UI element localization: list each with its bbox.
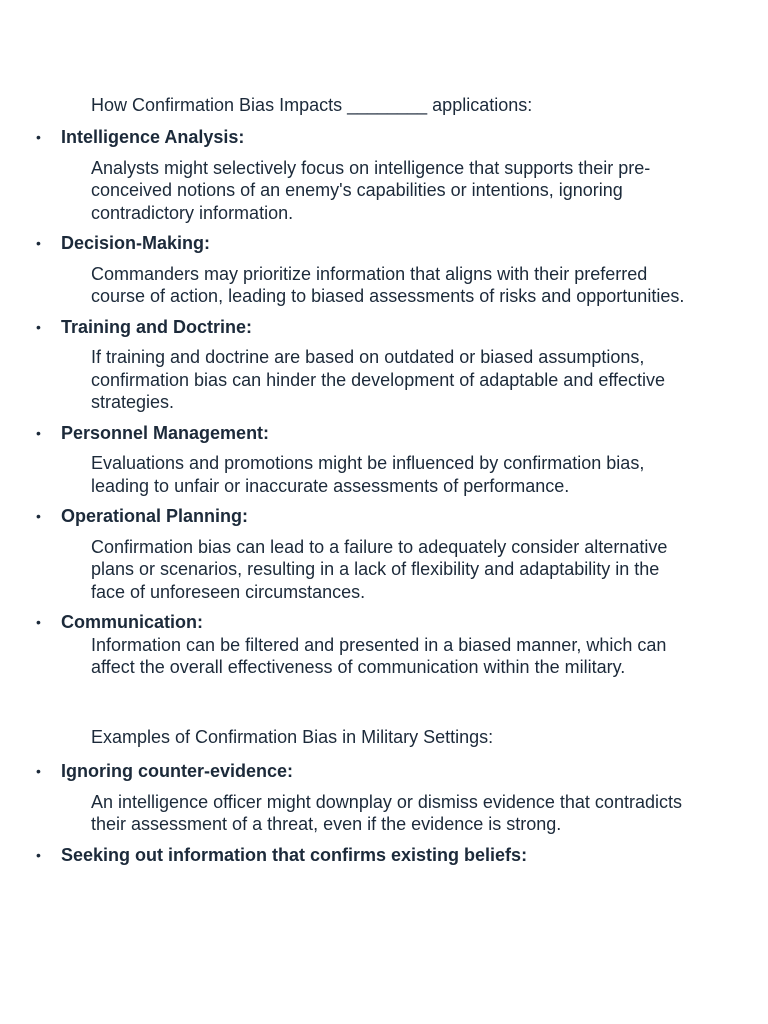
item-heading: Training and Doctrine: [61,316,253,337]
item-heading: Seeking out information that confirms existing beliefs: [61,844,528,865]
item-heading: Intelligence Analysis: [61,127,245,147]
item-heading: Communication: [61,612,203,632]
item-heading: Decision-Making: [61,233,211,253]
list-item-training-doctrine [0,316,768,414]
list-item-ignoring-counter-evidence [0,760,768,836]
list-item-seeking-confirming-info [0,844,768,867]
examples-section-heading: Examples of Confirmation Bias in Military Settings: [91,727,494,747]
list-item-operational-planning [0,505,768,603]
item-description: Commanders may prioritize information that aligns with their preferred course of action, leading to biased assessments of risks and opportunities. [91,263,685,306]
list-item-intelligence-analysis [0,126,768,224]
item-description: Information can be filtered and presented in a biased manner, which can affect the overall effectiveness of communication within the military. [91,634,667,677]
impact-list [0,126,768,679]
bullet-icon: • [36,424,41,441]
bullet-icon: • [36,129,41,145]
bullet-icon: • [36,614,41,630]
item-description: If training and doctrine are based on outdated or biased assumptions, confirmation bias can hinder the development of adaptable and effective strategies. [91,347,666,412]
bullet-icon: • [36,235,41,251]
item-heading: Personnel Management: [61,422,270,443]
item-description: Evaluations and promotions might be influenced by confirmation bias, leading to unfair or inaccurate assessments of performance. [91,453,645,496]
intro-line: How Confirmation Bias Impacts ________ applications: [91,95,533,115]
item-description: An intelligence officer might downplay or dismiss evidence that contradicts their assessment of a threat, even if the evidence is strong. [91,791,682,834]
bullet-icon: • [36,763,41,779]
item-description: Confirmation bias can lead to a failure to adequately consider alternative plans or scenarios, resulting in a lack of flexibility and adaptability in the face of unforeseen circumstances. [91,536,668,602]
item-description: Analysts might selectively focus on intelligence that supports their pre-conceived notions of an enemy's capabilities or intentions, ignoring contradictory information. [91,157,651,223]
list-item-decision-making [0,232,768,308]
item-heading: Operational Planning: [61,506,249,526]
bullet-icon: • [36,318,41,335]
bullet-icon: • [36,508,41,524]
list-item-personnel-management [0,422,768,498]
item-heading: Ignoring counter-evidence: [61,761,294,781]
list-item-communication [0,611,768,679]
bullet-icon: • [36,846,41,863]
examples-list [0,760,768,866]
